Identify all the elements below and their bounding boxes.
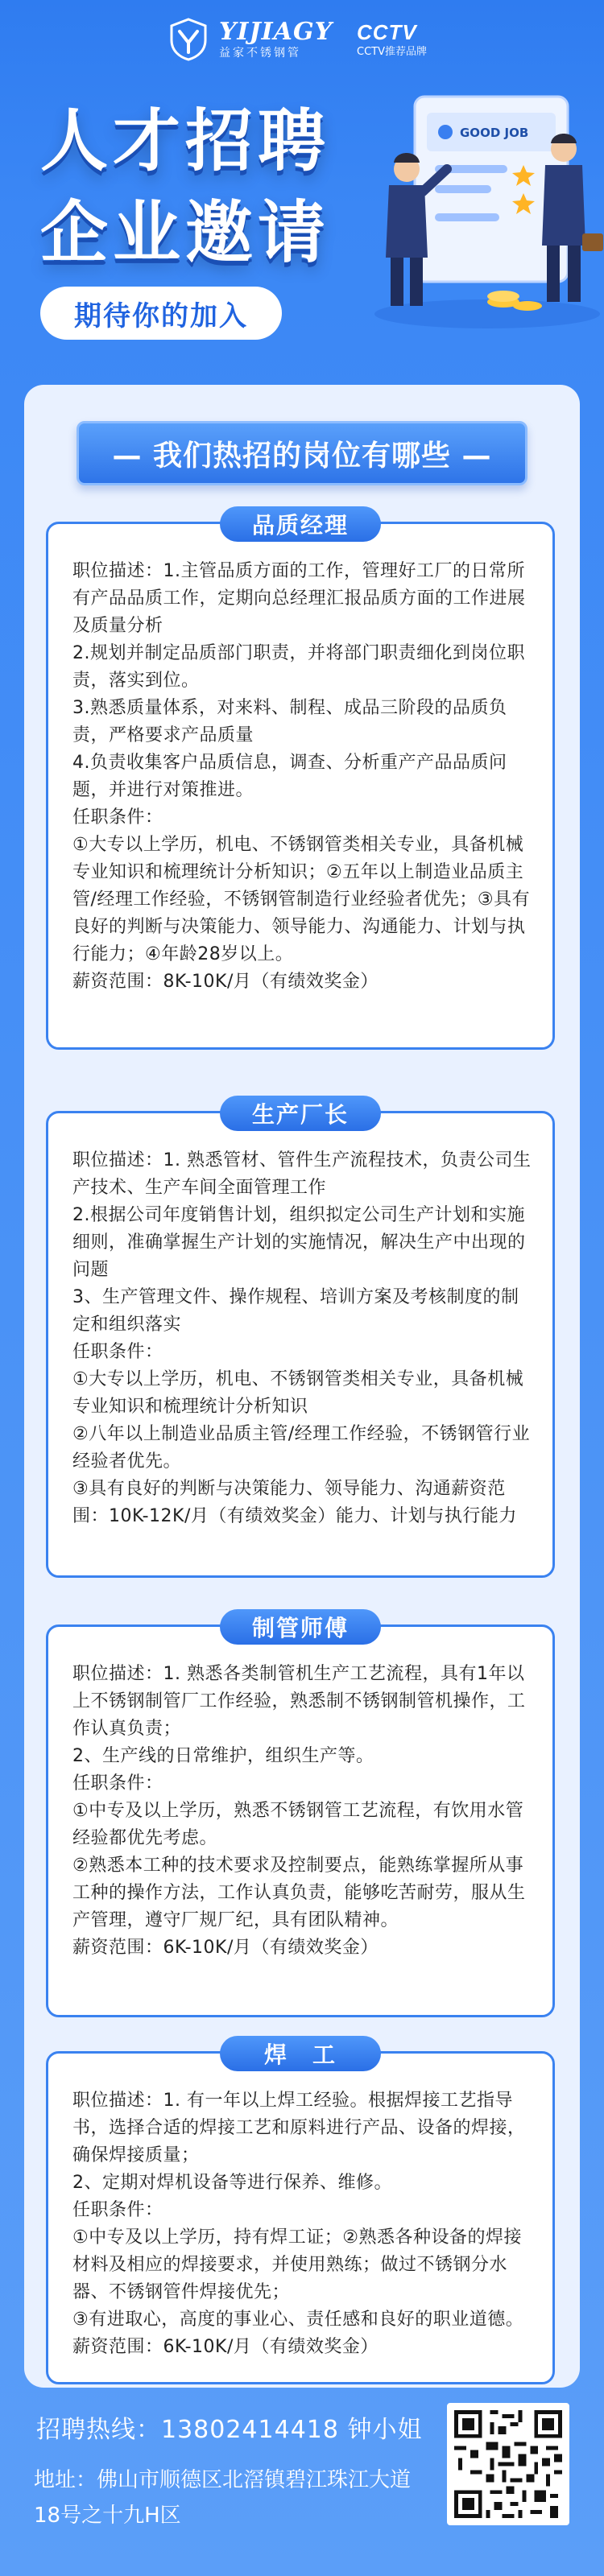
board-label: GOOD JOB (460, 126, 529, 140)
job-requirements: ①大专以上学历，机电、不锈钢管类相关专业，具备机械专业知识和梳理统计分析知识 (72, 1369, 524, 1417)
address-line-2: 18号之十九H区 (34, 2504, 181, 2528)
job-description: 4.负责收集客户品质信息，调查、分析重产产品品质问题，并进行对策推进。 (72, 753, 507, 800)
job-requirements: ①中专及以上学历，熟悉不锈钢管工艺流程，有饮用水管经验都优先考虑。 (72, 1801, 524, 1848)
job-description: 职位描述：1. 熟悉各类制管机生产工艺流程，具有1年以上不锈钢制管厂工作经验，熟悉制不锈钢制管机操作，工作认真负责； (72, 1664, 526, 1739)
job-tag: 生产厂长 (220, 1096, 381, 1131)
job-tag: 品质经理 (220, 506, 381, 542)
address-line-1: 地址：佛山市顺德区北滘镇碧江珠江大道 (34, 2468, 412, 2492)
salary-range: 薪资范围：6K-10K/月（有绩效奖金） (72, 2337, 379, 2357)
job-description: 3.熟悉质量体系，对来料、制程、成品三阶段的品质负责，严格要求产品质量 (72, 698, 507, 745)
job-description: 职位描述：1.主管品质方面的工作，管理好工厂的日常所有产品品质工作，定期向总经理汇报品质方面的工作进展及质量分析 (72, 561, 526, 636)
job-card-welder (46, 2041, 555, 2384)
qr-code-icon[interactable] (447, 2403, 569, 2525)
job-description: 2、定期对焊机设备等进行保养、维修。 (72, 2173, 392, 2193)
business-illustration (366, 72, 604, 338)
job-description: 2.规划并制定品质部门职责，并将部门职责细化到岗位职责，落实到位。 (72, 643, 525, 691)
section-title-banner: — 我们热招的岗位有哪些 — (77, 421, 527, 485)
recruitment-hotline: 招聘热线：13802414418 钟小姐 (36, 2416, 423, 2444)
job-requirements: ①大专以上学历，机电、不锈钢管类相关专业，具备机械专业知识和梳理统计分析知识；②五年以上制造业品质主管/经理工作经验，不锈钢管制造行业经验者优先；③具有良好的判断与决策能力、领导能力、沟通能力、计划与执行能力；④年龄28岁以上。 (72, 835, 531, 964)
salary-range: 薪资范围：8K-10K/月（有绩效奖金） (72, 972, 379, 992)
job-requirements: ②八年以上制造业品质主管/经理工作经验，不锈钢管行业经验者优先。 (72, 1424, 531, 1472)
job-requirements: ①中专及以上学历，持有焊工证；②熟悉各种设备的焊接材料及相应的焊接要求，并使用熟练；做过不锈钢分水器、不锈钢管件焊接优先； (72, 2227, 522, 2302)
cctv-mark: CCTV (357, 20, 417, 44)
requirements-heading: 任职条件： (72, 1773, 163, 1794)
headline-line-1: 人才招聘 (40, 101, 331, 180)
brand-logo (169, 11, 427, 68)
job-description: 2.根据公司年度销售计划，组织拟定公司生产计划和实施细则，准确掌握生产计划的实施情况，解决生产中出现的问题 (72, 1205, 526, 1280)
requirements-heading: 任职条件： (72, 1342, 163, 1362)
job-card-pipe-master (46, 1615, 555, 2017)
cctv-subtitle: CCTV推荐品牌 (357, 46, 427, 58)
header (0, 0, 604, 378)
job-card-production-director (46, 1101, 555, 1578)
requirements-heading: 任职条件： (72, 2200, 163, 2220)
job-card-quality-manager (46, 512, 555, 1050)
headline-line-2: 企业邀请 (40, 193, 331, 272)
job-requirements: ②熟悉本工种的技术要求及控制要点，能熟练掌握所从事工种的操作方法，工作认真负责，能够吃苦耐劳，服从生产管理，遵守厂规厂纪，具有团队精神。 (72, 1856, 526, 1930)
slogan-pill: 期待你的加入 (40, 287, 282, 340)
job-description: 2、生产线的日常维护，组织生产等。 (72, 1746, 374, 1766)
logo-brand-name: YIJIAGY (219, 18, 333, 46)
salary-range: 薪资范围：6K-10K/月（有绩效奖金） (72, 1938, 379, 1958)
shield-logo-icon (169, 18, 208, 61)
job-description: 3、生产管理文件、操作规程、培训方案及考核制度的制定和组织落实 (72, 1287, 519, 1335)
job-tag: 制管师傅 (220, 1609, 381, 1645)
job-requirements: ③具有良好的判断与决策能力、领导能力、沟通薪资范围：10K-12K/月（有绩效奖金）能力、计划与执行能力 (72, 1479, 517, 1526)
logo-subtitle: 益家不锈钢管 (219, 47, 301, 60)
job-description: 职位描述：1. 有一年以上焊工经验。根据焊接工艺指导书，选择合适的焊接工艺和原料进行产品、设备的焊接，确保焊接质量； (72, 2091, 526, 2165)
job-tag: 焊 工 (220, 2036, 381, 2071)
requirements-heading: 任职条件： (72, 807, 163, 828)
job-requirements: ③有进取心，高度的事业心、责任感和良好的职业道德。 (72, 2310, 524, 2330)
job-description: 职位描述：1. 熟悉管材、管件生产流程技术，负责公司生产技术、生产车间全面管理工作 (72, 1150, 532, 1198)
cctv-badge (357, 22, 427, 57)
